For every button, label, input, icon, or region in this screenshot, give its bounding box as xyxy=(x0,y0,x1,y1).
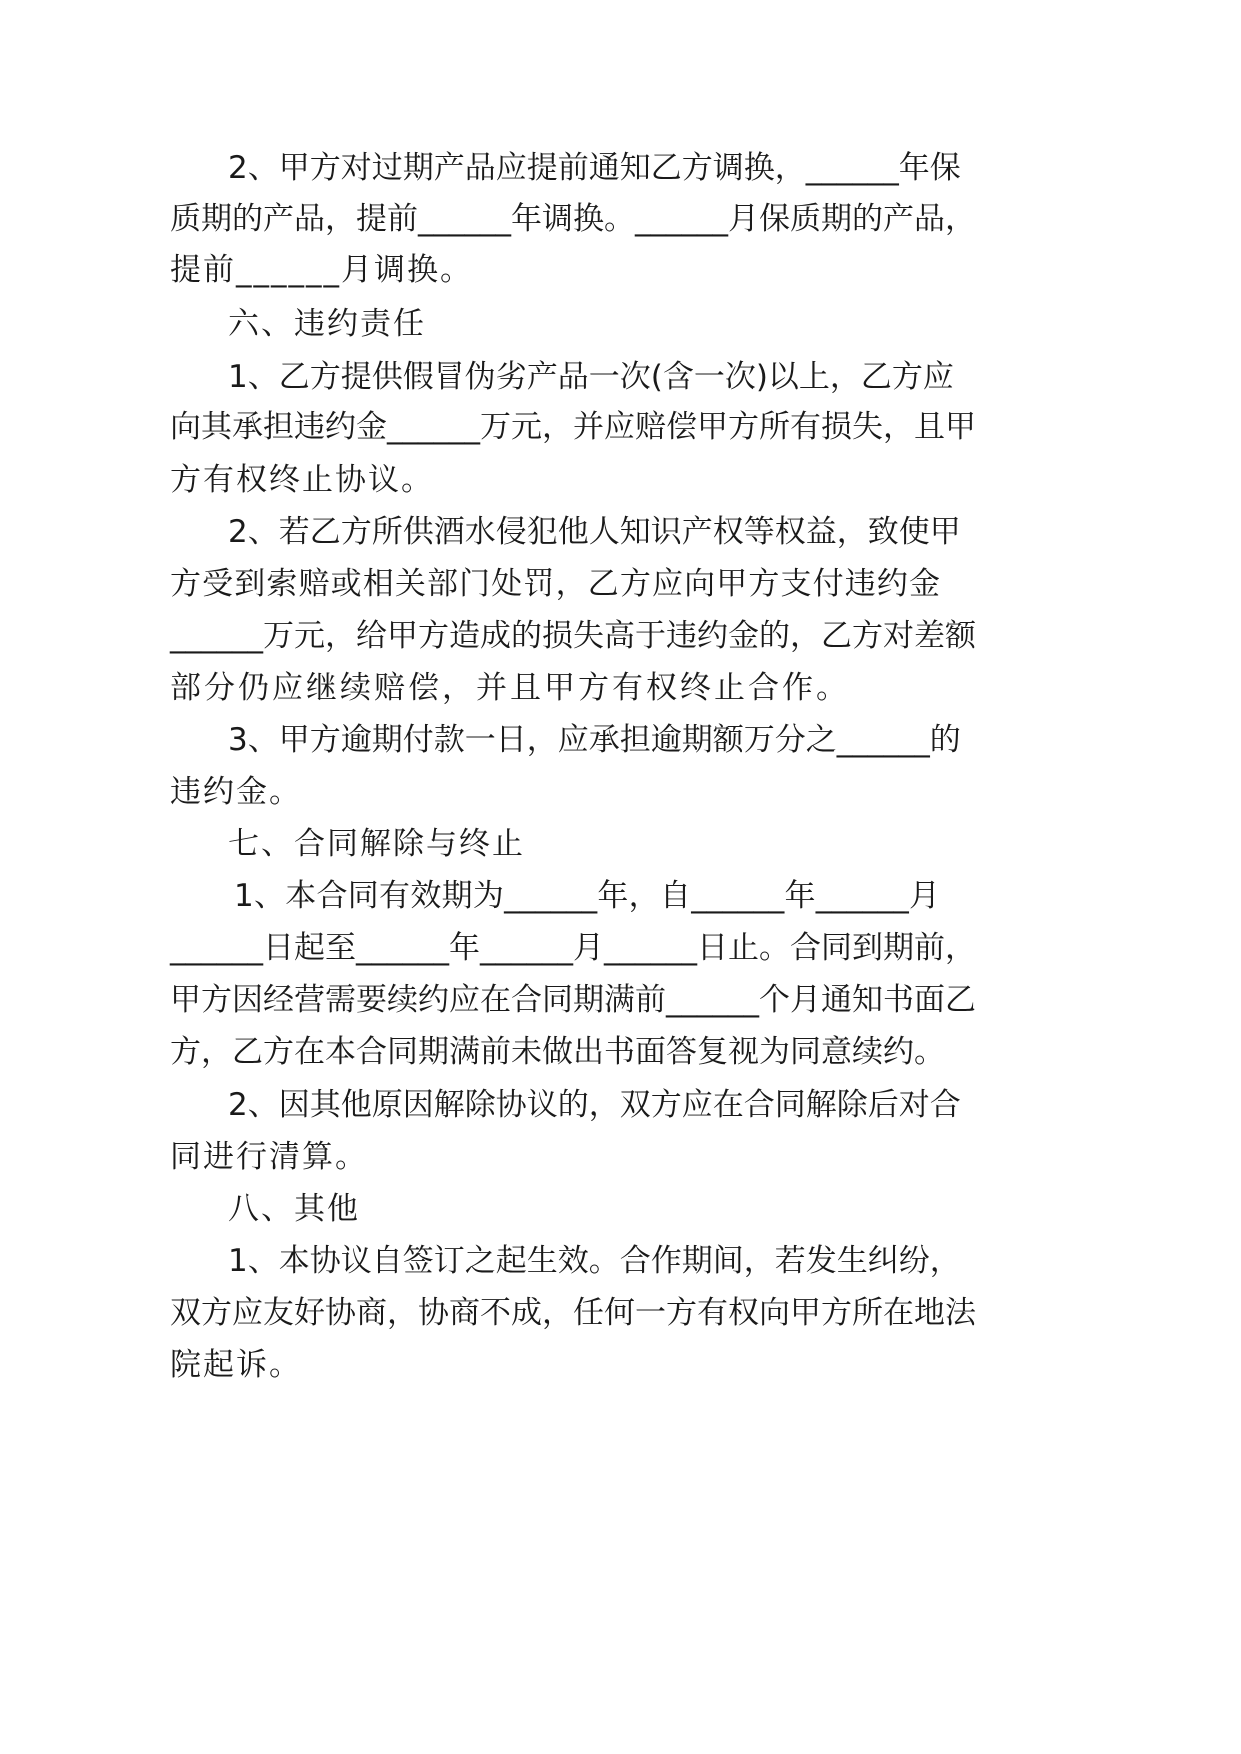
text-line: 提前______月调换。 xyxy=(170,252,473,288)
text-line: 3、甲方逾期付款一日，应承担逾期额万分之______的 xyxy=(228,722,961,758)
text-line: 向其承担违约金______万元，并应赔偿甲方所有损失，且甲 xyxy=(170,409,976,445)
text-line: 质期的产品，提前______年调换。______月保质期的产品， xyxy=(170,201,976,237)
text-line: 2、若乙方所供酒水侵犯他人知识产权等权益，致使甲 xyxy=(228,514,961,550)
text-line: 违约金。 xyxy=(170,774,302,810)
text-line: 2、因其他原因解除协议的，双方应在合同解除后对合 xyxy=(228,1087,961,1123)
text-line: ______万元，给甲方造成的损失高于违约金的，乙方对差额 xyxy=(170,618,976,654)
text-line: 1、本合同有效期为______年，自______年______月 xyxy=(234,878,940,914)
section-heading: 七、合同解除与终止 xyxy=(228,826,525,862)
section-heading: 八、其他 xyxy=(228,1191,360,1227)
text-line: 2、甲方对过期产品应提前通知乙方调换，______年保 xyxy=(228,150,961,186)
text-line: 方，乙方在本合同期满前未做出书面答复视为同意续约。 xyxy=(170,1034,945,1070)
section-heading: 六、违约责任 xyxy=(228,306,426,342)
text-line: 部分仍应继续赔偿，并且甲方有权终止合作。 xyxy=(170,670,850,706)
text-line: 院起诉。 xyxy=(170,1347,302,1383)
text-line: 双方应友好协商，协商不成，任何一方有权向甲方所在地法 xyxy=(170,1295,976,1331)
text-line: 同进行清算。 xyxy=(170,1139,368,1175)
text-line: 方受到索赔或相关部门处罚，乙方应向甲方支付违约金 xyxy=(170,566,940,602)
text-line: 甲方因经营需要续约应在合同期满前______个月通知书面乙 xyxy=(170,982,976,1018)
text-line: 方有权终止协议。 xyxy=(170,462,434,498)
text-line: ______日起至______年______月______日止。合同到期前， xyxy=(170,930,976,966)
text-line: 1、本协议自签订之起生效。合作期间，若发生纠纷， xyxy=(228,1243,961,1279)
text-line: 1、乙方提供假冒伪劣产品一次(含一次)以上，乙方应 xyxy=(228,359,954,395)
